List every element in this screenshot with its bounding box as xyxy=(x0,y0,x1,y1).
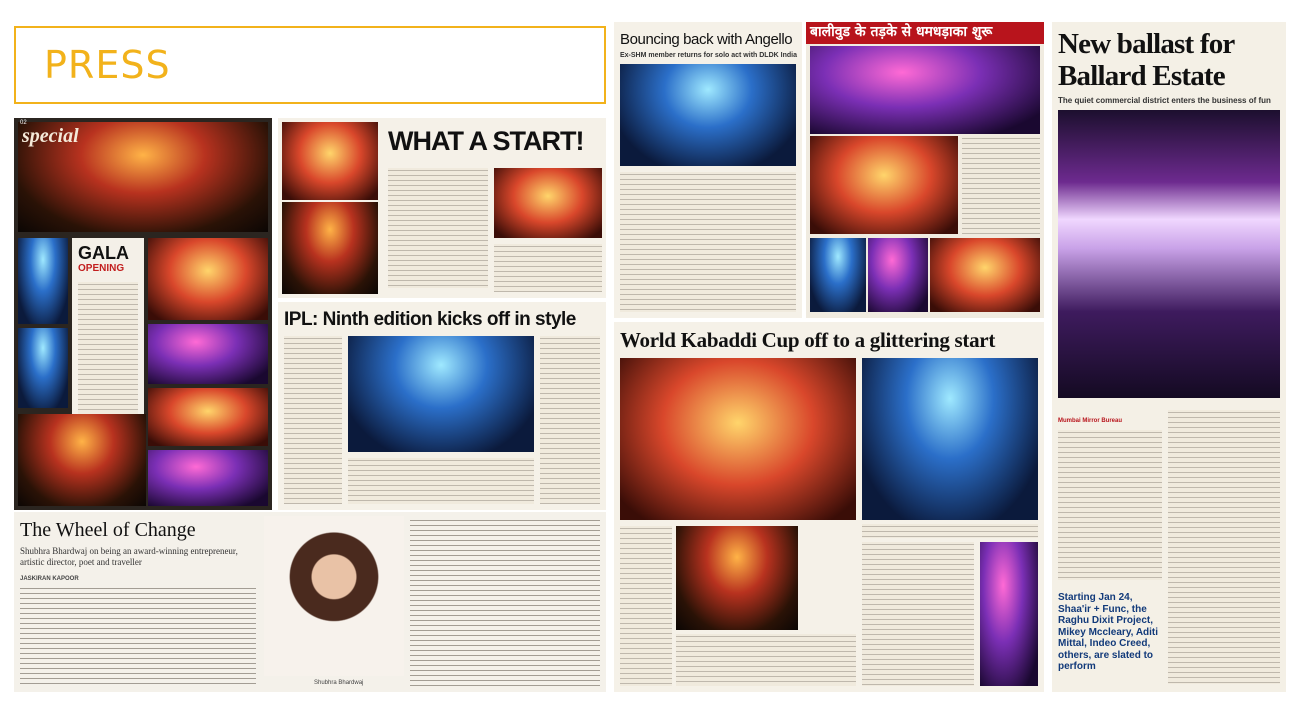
what-a-start-headline: WHAT A START! xyxy=(388,126,584,156)
angello-subhead: Ex-SHM member returns for solo act with DLDK India xyxy=(620,52,797,59)
wheel-body-left xyxy=(20,586,256,686)
bollywood-headline: बालीवुड के तड़के से धमधड़ाका शुरू xyxy=(806,22,1044,44)
celebrity-photo-3 xyxy=(930,238,1040,312)
fireworks-crowd-photo xyxy=(676,526,798,630)
press-header-box xyxy=(14,26,606,104)
wheel-byline: JASKIRAN KAPOOR xyxy=(20,576,79,582)
ballard-body-left xyxy=(1058,430,1162,580)
press-clip-angello[interactable] xyxy=(614,22,802,318)
ballard-headline-line2: Ballard Estate xyxy=(1058,60,1225,92)
press-clip-kabaddi[interactable] xyxy=(614,322,1044,692)
performer-photo-left xyxy=(18,238,68,324)
singer-performer-photo xyxy=(980,542,1038,686)
kabaddi-headline: World Kabaddi Cup off to a glittering start xyxy=(620,328,996,352)
what-a-start-captions xyxy=(494,244,602,292)
crowd-photo xyxy=(148,450,268,506)
kabaddi-caption-text xyxy=(862,524,1038,538)
drummers-photo xyxy=(494,168,602,238)
decorated-street-photo xyxy=(1058,110,1280,398)
dance-performance-photo xyxy=(810,136,958,234)
performer-photo-left-2 xyxy=(18,328,68,408)
wheel-subhead: Shubhra Bhardwaj on being an award-winning entrepreneur, artistic director, poet and traveller xyxy=(20,546,238,567)
ballard-subhead: The quiet commercial district enters the business of fun xyxy=(1058,96,1271,105)
celebrity-photo-1 xyxy=(810,238,866,312)
kabaddi-body-left xyxy=(620,526,672,686)
team-captains-photo xyxy=(810,46,1040,134)
gala-title: GALA xyxy=(78,243,129,263)
page-title: PRESS xyxy=(44,43,171,87)
dancers-photo-top xyxy=(282,122,378,200)
ipl-body-left xyxy=(284,336,342,504)
dj-stage-photo xyxy=(620,64,796,166)
kabaddi-body-right xyxy=(862,542,974,686)
portrait-photo xyxy=(264,516,404,676)
kabaddi-body-mid xyxy=(676,634,856,686)
special-masthead: special xyxy=(22,125,79,147)
angello-body xyxy=(620,172,796,312)
press-clip-wheel-of-change[interactable] xyxy=(14,512,606,692)
stage-lights-photo xyxy=(862,358,1038,520)
gala-subtitle: OPENING xyxy=(78,263,125,274)
dancers-photo-bottom xyxy=(282,202,378,294)
ipl-headline: IPL: Ninth edition kicks off in style xyxy=(284,309,576,330)
what-a-start-body xyxy=(388,168,488,288)
ballard-pullquote: Starting Jan 24, Shaa'ir + Func, the Raghu Dixit Project, Mikey Mccleary, Aditi Mittal, Indeo Creed, others, are slated to perform xyxy=(1058,592,1159,672)
press-clip-what-a-start[interactable] xyxy=(278,118,606,298)
finale-photo xyxy=(18,414,146,506)
page-number: 02 xyxy=(20,120,27,126)
press-clip-bollywood[interactable] xyxy=(806,22,1044,318)
press-clip-ipl[interactable] xyxy=(278,302,606,510)
singer-photo xyxy=(148,324,268,384)
ipl-body-bottom xyxy=(348,458,534,504)
portrait-caption: Shubhra Bhardwaj xyxy=(314,680,364,686)
celebrity-photo-2 xyxy=(868,238,928,312)
guests-photo xyxy=(148,238,268,320)
ballard-body-right xyxy=(1168,410,1280,684)
press-clip-ballard-estate[interactable] xyxy=(1052,22,1286,692)
ipl-body-right xyxy=(540,336,600,504)
press-clip-special[interactable] xyxy=(14,118,272,510)
wheel-body-right xyxy=(410,518,600,686)
ballard-byline: Mumbai Mirror Bureau xyxy=(1058,418,1123,424)
show-photo-lower xyxy=(148,388,268,446)
ballard-headline-line1: New ballast for xyxy=(1058,28,1235,60)
bollywood-body xyxy=(962,136,1040,234)
angello-headline: Bouncing back with Angello xyxy=(620,31,793,48)
ipl-stage-photo xyxy=(348,336,534,452)
bhangra-dancers-photo xyxy=(620,358,856,520)
wheel-headline: The Wheel of Change xyxy=(20,519,196,541)
